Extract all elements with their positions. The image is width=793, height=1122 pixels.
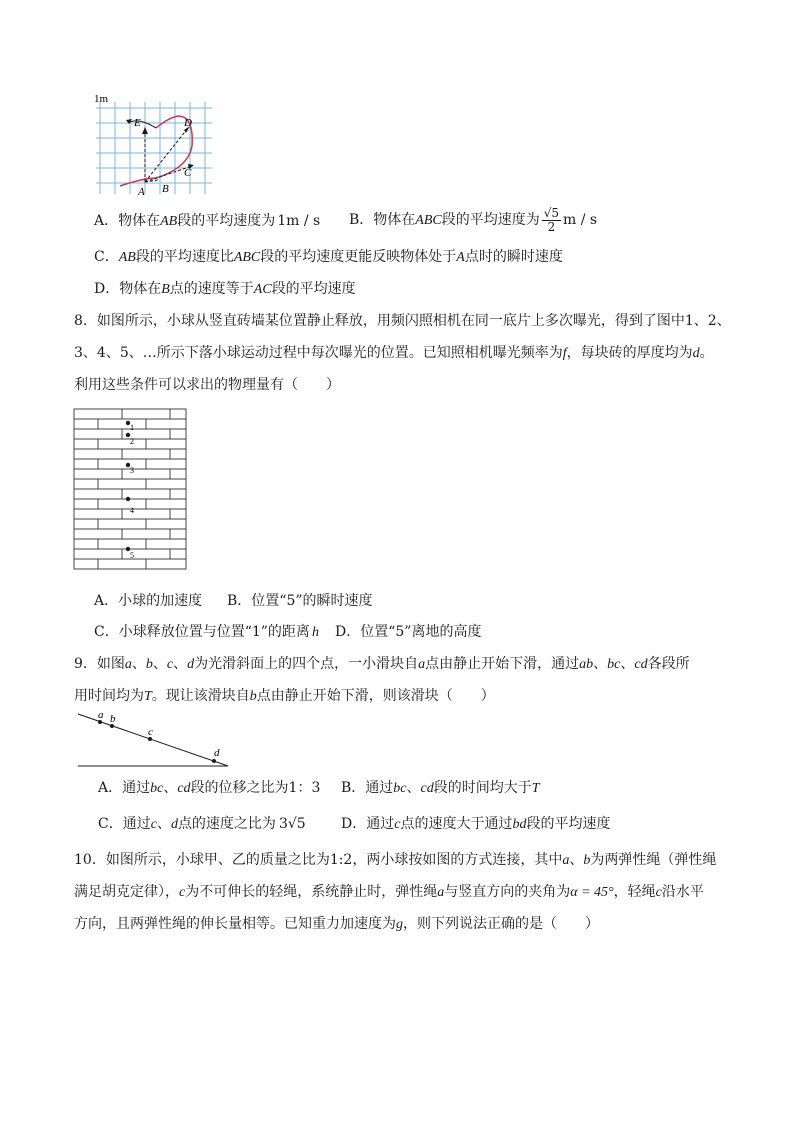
q7-label-scale: 1m xyxy=(94,93,109,105)
brick xyxy=(146,419,186,429)
q7-point-b: B xyxy=(162,183,169,195)
brick xyxy=(74,489,122,499)
q8-mark-3: 3 xyxy=(130,466,134,475)
q10-stem-line-2: 满足胡克定律），c为不可伸长的轻绳，系统静止时，弹性绳a与竖直方向的夹角为α = 45°，轻绳c沿水平 xyxy=(74,884,704,900)
brick xyxy=(146,519,186,529)
brick xyxy=(170,489,186,499)
q8-brick-wall-figure xyxy=(73,407,189,577)
brick xyxy=(74,459,98,469)
q7-option-c: C．AB段的平均速度比ABC段的平均速度更能反映物体处于A点时的瞬时速度 xyxy=(94,249,563,265)
q8-mark-1: 1 xyxy=(130,423,134,432)
brick xyxy=(74,429,122,439)
brick xyxy=(74,529,122,539)
q7-grid-figure xyxy=(94,93,216,198)
brick xyxy=(74,469,122,479)
brick xyxy=(74,559,98,569)
q9-option-d: D．通过c点的速度大于通过bd段的平均速度 xyxy=(341,816,611,832)
q7-point-c: C xyxy=(184,167,192,179)
q7-option-d: D．物体在B点的速度等于AC段的平均速度 xyxy=(94,281,356,297)
q7-option-a: A．物体在AB段的平均速度为 1m / s xyxy=(94,213,321,229)
q8-option-d: D．位置“5”离地的高度 xyxy=(335,624,482,640)
q8-stem-line-2: 3、4、5、…所示下落小球运动过程中每次曝光的位置。已知照相机曝光频率为f，每块砖的厚度均为d。 xyxy=(74,345,714,361)
q10-stem-line-1: 10．如图所示，小球甲、乙的质量之比为1:2，两小球按如图的方式连接，其中a、b为两弹性绳（弹性绳 xyxy=(74,852,717,868)
brick xyxy=(170,469,186,479)
q9-point-a-label: a xyxy=(98,709,104,721)
brick xyxy=(170,409,186,419)
brick xyxy=(170,529,186,539)
brick xyxy=(146,479,186,489)
q10-stem-line-3: 方向，且两弹性绳的伸长量相等。已知重力加速度为g，则下列说法正确的是（ ） xyxy=(74,916,599,932)
brick xyxy=(170,429,186,439)
brick xyxy=(74,479,98,489)
q8-option-a: A．小球的加速度 xyxy=(94,593,203,609)
q9-option-c: C．通过c、d点的速度之比为 3√5 xyxy=(98,816,306,832)
brick xyxy=(146,459,186,469)
q8-mark-5: 5 xyxy=(130,551,134,560)
q9-option-a: A．通过bc、cd段的位移之比为1：3 xyxy=(98,780,321,796)
q9-point-c-label: c xyxy=(148,726,153,738)
brick xyxy=(74,539,98,549)
q9-point-d-dot xyxy=(212,759,216,763)
q9-option-b: B．通过bc、cd段的时间均大于T xyxy=(341,780,540,796)
q9-stem-line-1: 9．如图a、b、c、d为光滑斜面上的四个点，一小滑块自a点由静止开始下滑，通过ab、bc、cd各段所 xyxy=(74,656,690,672)
q7-point-d: D xyxy=(184,117,192,129)
brick xyxy=(146,559,186,569)
brick xyxy=(74,509,122,519)
q7-option-b-fraction: $\frac{√5}{2}$ xyxy=(543,205,560,234)
brick xyxy=(98,479,146,489)
brick xyxy=(122,529,170,539)
brick xyxy=(98,539,146,549)
brick xyxy=(146,539,186,549)
brick xyxy=(74,499,98,509)
q7-point-a: A xyxy=(138,186,145,198)
brick xyxy=(122,449,170,459)
brick xyxy=(74,419,98,429)
q9-stem-line-2: 用时间均为T。现让该滑块自b点由静止开始下滑，则该滑块（ ） xyxy=(74,688,495,704)
brick xyxy=(122,409,170,419)
brick xyxy=(98,439,146,449)
brick xyxy=(98,499,146,509)
brick xyxy=(98,459,146,469)
q8-mark-2: 2 xyxy=(130,437,134,446)
q7-point-e: E xyxy=(134,117,141,129)
brick xyxy=(98,559,146,569)
brick xyxy=(170,509,186,519)
brick xyxy=(146,439,186,449)
q7-option-b: B．物体在ABC段的平均速度为 $\frac{√5}{2}$ m / s xyxy=(349,205,598,234)
brick xyxy=(74,549,122,559)
q9-point-b-label: b xyxy=(110,713,116,725)
brick xyxy=(170,549,186,559)
brick xyxy=(170,449,186,459)
brick xyxy=(74,519,98,529)
brick xyxy=(74,449,122,459)
brick xyxy=(74,439,98,449)
q9-point-d-label: d xyxy=(214,747,220,759)
q8-option-c: C．小球释放位置与位置“1”的距离 h xyxy=(94,624,319,640)
brick xyxy=(98,519,146,529)
q9-incline-figure xyxy=(74,709,234,772)
brick xyxy=(74,409,122,419)
q8-mark-4: 4 xyxy=(130,506,134,515)
brick xyxy=(146,499,186,509)
q8-ball-position-4 xyxy=(126,497,130,501)
q8-stem-line-1: 8．如图所示，小球从竖直砖墙某位置静止释放，用频闪照相机在同一底片上多次曝光，得到了图中1、2、 xyxy=(74,313,731,329)
q8-stem-line-3: 利用这些条件可以求出的物理量有（ ） xyxy=(74,377,340,393)
q8-option-b: B．位置“5”的瞬时速度 xyxy=(227,593,373,609)
brick xyxy=(98,419,146,429)
